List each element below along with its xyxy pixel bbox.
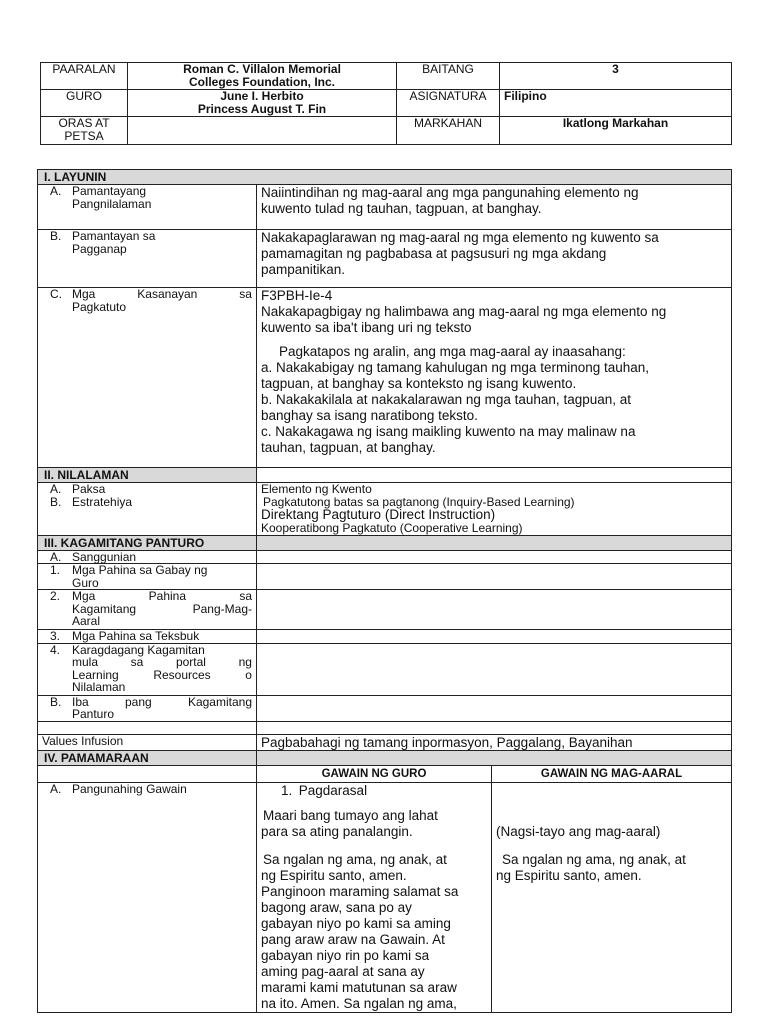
header-table	[40, 62, 732, 145]
layunin-c-label: C. Mga Kasanayan sa Pagkatuto	[38, 288, 257, 468]
gawain-guro-cell: 1. Pagdarasal Maari bang tumayo ang lahat para sa ating panalangin. Sa ngalan ng ama, ng anak, at ng Espiritu santo, amen. Panginoon maraming salamat sa bagong araw, sana po ay gabayan niyo po kami sa aming pang araw araw na Gawain. At gabayan niyo rin po kami sa aming pag-aaral at sana ay marami kami matutunan sa araw na ito. Amen. Sa ngalan ng ama,	[257, 782, 492, 1012]
layunin-a-label: A. Pamantayang Pangnilalaman	[38, 185, 257, 230]
kagamitan-item-1: 1. Mga Pahina sa Gabay ng Guro	[38, 564, 257, 590]
kagamitan-title: III. KAGAMITANG PANTURO	[38, 535, 257, 550]
layunin-c-text: F3PBH-Ie-4 Nakakapagbigay ng halimbawa ang mag-aaral ng mga elemento ng kuwento sa iba't ibang uri ng teksto Pagkatapos ng aralin, ang mga mag-aaral ay inaasahang: a. Nakakabigay ng tamang kahulugan ng mga terminong tauhan, tagpuan, at banghay sa konteksto ng isang kuwento. b. Nakakakilala at nakakalarawan ng mga tauhan, tagpuan, at banghay sa isang naratibong teksto. c. Nakakagawa ng isang maikling kuwento na may malinaw na tauhan, tagpuan, at banghay.	[257, 288, 732, 468]
layunin-b-text: Nakakapaglarawan ng mag-aaral ng mga elemento ng kuwento sa pamamagitan ng pagbabasa at pagsusuri ng mga akdang pampanitikan.	[257, 230, 732, 288]
column-header-mag-aaral: GAWAIN NG MAG-AARAL	[492, 765, 732, 782]
layunin-title: I. LAYUNIN	[38, 170, 732, 185]
oras-label: ORAS AT PETSA	[41, 117, 128, 145]
pamamaraan-a-label: A. Pangunahing Gawain	[38, 782, 257, 1012]
nilalaman-title: II. NILALAMAN	[38, 468, 257, 483]
kagamitan-item-3: 3. Mga Pahina sa Teksbuk	[38, 630, 257, 644]
kagamitan-b-label: B. Iba pang Kagamitang Panturo	[38, 695, 257, 721]
paaralan-value: Roman C. Villalon Memorial Colleges Foundation, Inc.	[128, 63, 397, 90]
guro-value: June I. Herbito Princess August T. Fin	[128, 90, 397, 117]
values-label: Values Infusion	[38, 734, 257, 750]
nilalaman-labels: A. Paksa B. Estratehiya	[38, 483, 257, 536]
asignatura-value: Filipino	[500, 90, 732, 117]
oras-value	[128, 117, 397, 145]
lesson-plan-table	[37, 169, 732, 1013]
baitang-value: 3	[500, 63, 732, 90]
nilalaman-values: Elemento ng Kwento Pagkatutong batas sa pagtanong (Inquiry-Based Learning) Direktang Pagtuturo (Direct Instruction) Kooperatibong Pagkatuto (Cooperative Learning)	[257, 483, 732, 536]
kagamitan-item-2: 2. Mga Pahina sa Kagamitang Pang-Mag- Aaral	[38, 590, 257, 630]
guro-label: GURO	[41, 90, 128, 117]
column-header-guro: GAWAIN NG GURO	[257, 765, 492, 782]
baitang-label: BAITANG	[397, 63, 500, 90]
markahan-label: MARKAHAN	[397, 117, 500, 145]
kagamitan-a-label: A. Sanggunian	[38, 550, 257, 564]
asignatura-label: ASIGNATURA	[397, 90, 500, 117]
paaralan-label: PAARALAN	[41, 63, 128, 90]
layunin-b-label: B. Pamantayan sa Pagganap	[38, 230, 257, 288]
values-text: Pagbabahagi ng tamang inpormasyon, Paggalang, Bayanihan	[257, 734, 732, 750]
markahan-value: Ikatlong Markahan	[500, 117, 732, 145]
gawain-mag-aaral-cell: (Nagsi-tayo ang mag-aaral) Sa ngalan ng ama, ng anak, at ng Espiritu santo, amen.	[492, 782, 732, 1012]
layunin-a-text: Naiintindihan ng mag-aaral ang mga pangunahing elemento ng kuwento tulad ng tauhan, tagpuan, at banghay.	[257, 185, 732, 230]
kagamitan-item-4: 4. Karagdagang Kagamitan mula sa portal ng Learning Resources o Nilalaman	[38, 643, 257, 695]
pamamaraan-title: IV. PAMAMARAAN	[38, 750, 257, 765]
